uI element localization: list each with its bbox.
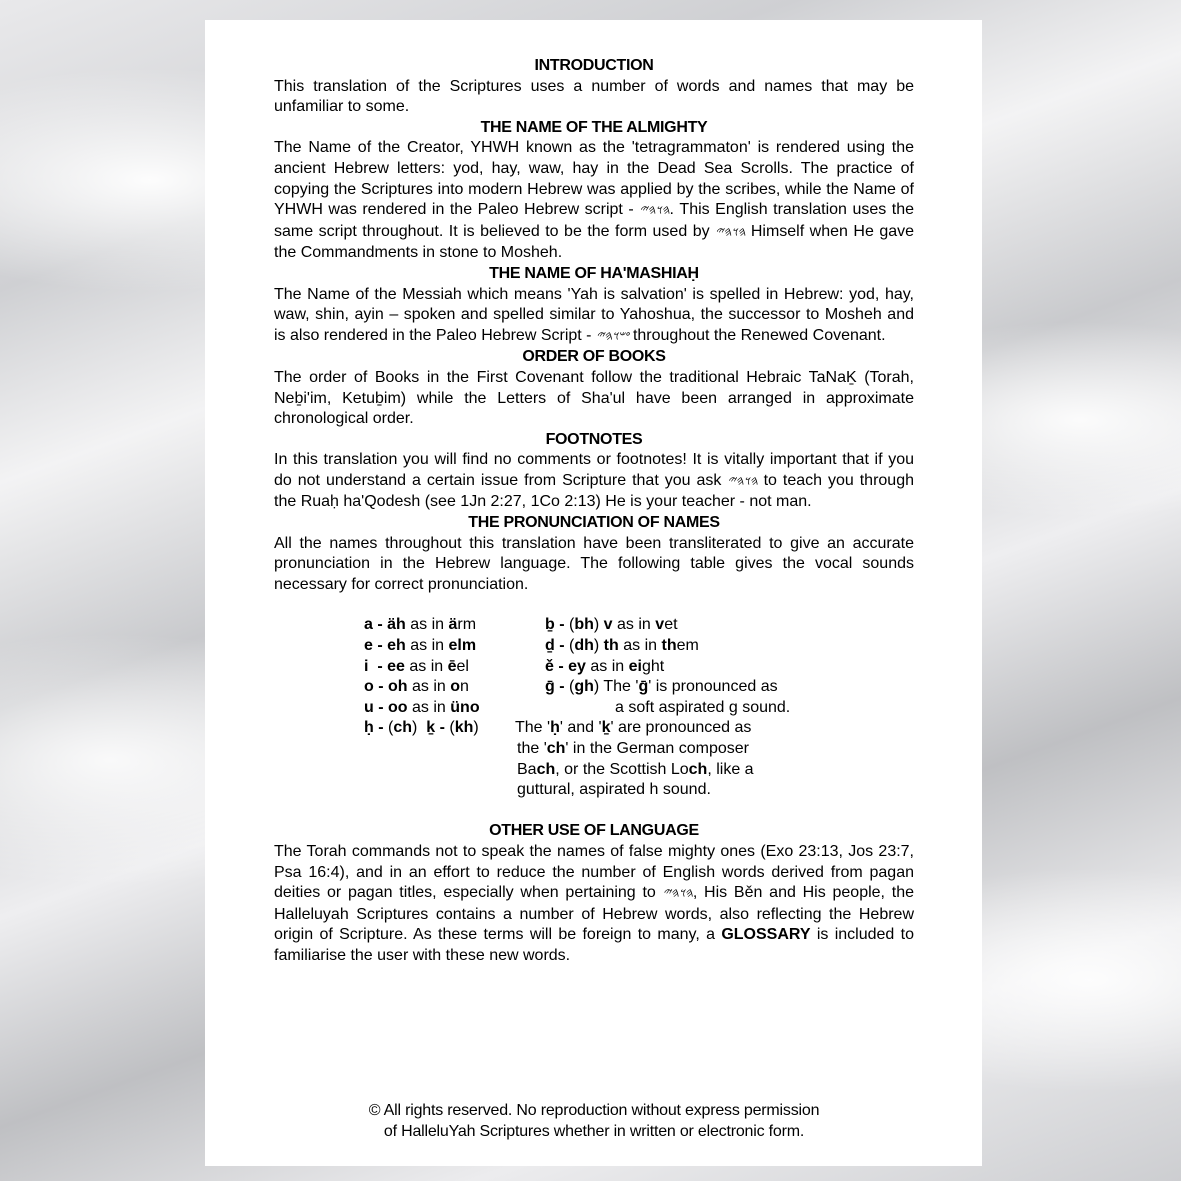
- pron-row-ch-kh: ḥ - (ch) ḵ - (kh): [364, 719, 479, 737]
- almighty-text: [274, 138, 914, 264]
- note-line: The 'ḥ' and 'ḵ' are pronounced as: [515, 719, 752, 737]
- almighty-text-part: Himself when He gave the Commandments in stone to Mosheh.: [274, 222, 915, 262]
- order-text: The order of Books in the First Covenant follow the traditional Hebraic TaNaḴ (Torah, Neḇi'im, Ketuḇim) while the Letters of Sha'ul have been arranged in approximate chronological order.: [274, 368, 914, 428]
- paleo-name-glyph: 𐤄𐤅𐤄𐤉: [662, 886, 693, 902]
- pron-row-o: o - oh as in on: [364, 678, 469, 696]
- other-text: [274, 842, 914, 967]
- pron-row-e: e - eh as in elm: [364, 637, 477, 655]
- other-text-part: The Torah commands not to speak the names of false mighty ones (Exo 23:13, Jos 23:7, Psa 16:4), and in an effort to reduce the number of English words derived from pagan deities or pagan titles, especially when pertaining to: [274, 843, 914, 902]
- note-line: guttural, aspirated h sound.: [517, 781, 711, 799]
- other-text-part: is included to familiarise the user with these new words.: [274, 926, 915, 964]
- glossary-term: GLOSSARY: [721, 926, 811, 944]
- almighty-text-part: The Name of the Creator, YHWH known as the 'tetragrammaton' is rendered using the ancient Hebrew letters: yod, hay, waw, hay in the Dead Sea Scrolls. The practice of copying the Scriptures into modern Hebrew was applied by the scribes, while the Name of YHWH was rendered in the Paleo Hebrew script -: [274, 139, 914, 219]
- footnotes-text: [274, 450, 914, 513]
- copyright-notice: [274, 1100, 914, 1142]
- pronunciation-text: All the names throughout this translation have been transliterated to give an accurate pronunciation in the Hebrew language. The following table gives the vocal sounds necessary for correct pronunciation.: [274, 534, 914, 593]
- almighty-heading: THE NAME OF THE ALMIGHTY: [480, 118, 708, 136]
- pron-row-i: i - ee as in ēel: [364, 657, 469, 675]
- pron-row-u: u - oo as in üno: [364, 698, 480, 716]
- note-line: the 'ch' in the German composer: [517, 740, 749, 758]
- pron-ch-kh-note: [515, 718, 795, 800]
- pronunciation-heading: THE PRONUNCIATION OF NAMES: [468, 514, 720, 532]
- pronunciation-table: [274, 615, 914, 799]
- introduction-text: This translation of the Scriptures uses a number of words and names that may be unfamiliar to some.: [274, 77, 914, 116]
- paleo-name-glyph: 𐤄𐤅𐤄𐤉: [727, 473, 758, 489]
- pron-row-ey: ě - ey as in eight: [545, 657, 665, 675]
- order-heading: ORDER OF BOOKS: [522, 348, 666, 366]
- paleo-name-glyph: 𐤄𐤅𐤄𐤉: [639, 203, 670, 219]
- pron-row-gh: ḡ - (gh) The 'ḡ' is pronounced as: [545, 678, 778, 696]
- document-page: [205, 20, 982, 1166]
- pron-row-dh: ḏ - (dh) th as in them: [545, 637, 699, 655]
- paleo-name-glyph: 𐤄𐤅𐤄𐤉: [715, 224, 746, 240]
- footnotes-heading: FOOTNOTES: [545, 430, 643, 448]
- messiah-heading: THE NAME OF HA'MASHIAḤ: [489, 264, 699, 282]
- almighty-text-part: . This English translation uses the same script throughout. It is believed to be the form used by: [274, 201, 915, 240]
- pron-row-bh: ḇ - (bh) v as in vet: [545, 616, 678, 634]
- paleo-messiah-glyph: 𐤏𐤔𐤅𐤄𐤉: [595, 328, 629, 344]
- other-text-part: , His Běn and His people, the Halleluyah Scriptures contains a number of Hebrew words, also reflecting the Hebrew origin of Scripture. As these terms will be foreign to many, a: [274, 884, 915, 944]
- messiah-text-part: throughout the Renewed Covenant.: [628, 326, 886, 344]
- note-line: Bach, or the Scottish Loch, like a: [517, 760, 754, 778]
- copyright-line: © All rights reserved. No reproduction without express permission: [368, 1102, 820, 1119]
- other-section: [274, 821, 914, 966]
- messiah-text: [274, 285, 914, 348]
- pron-row-gh-continued: a soft aspirated g sound.: [615, 698, 791, 716]
- document-content: [274, 56, 914, 967]
- messiah-text-part: The Name of the Messiah which means 'Yah is salvation' is spelled in Hebrew: yod, hay, waw, shin, ayin – spoken and spelled similar to Yahoshua, the successor to Mosheh and is also rendered in the Paleo Hebrew Script -: [274, 285, 914, 344]
- copyright-line: of HalleluYah Scriptures whether in written or electronic form.: [383, 1123, 805, 1140]
- other-heading: OTHER USE OF LANGUAGE: [489, 822, 699, 840]
- pron-row-a: a - äh as in ärm: [364, 616, 477, 634]
- footnotes-text-part: to teach you through the Ruaḥ ha'Qodesh (see 1Jn 2:27, 1Co 2:13) He is your teacher - not man.: [274, 471, 914, 511]
- introduction-heading: INTRODUCTION: [534, 57, 654, 74]
- footnotes-text-part: In this translation you will find no comments or footnotes! It is vitally important that if you do not understand a certain issue from Scripture that you ask: [274, 451, 914, 489]
